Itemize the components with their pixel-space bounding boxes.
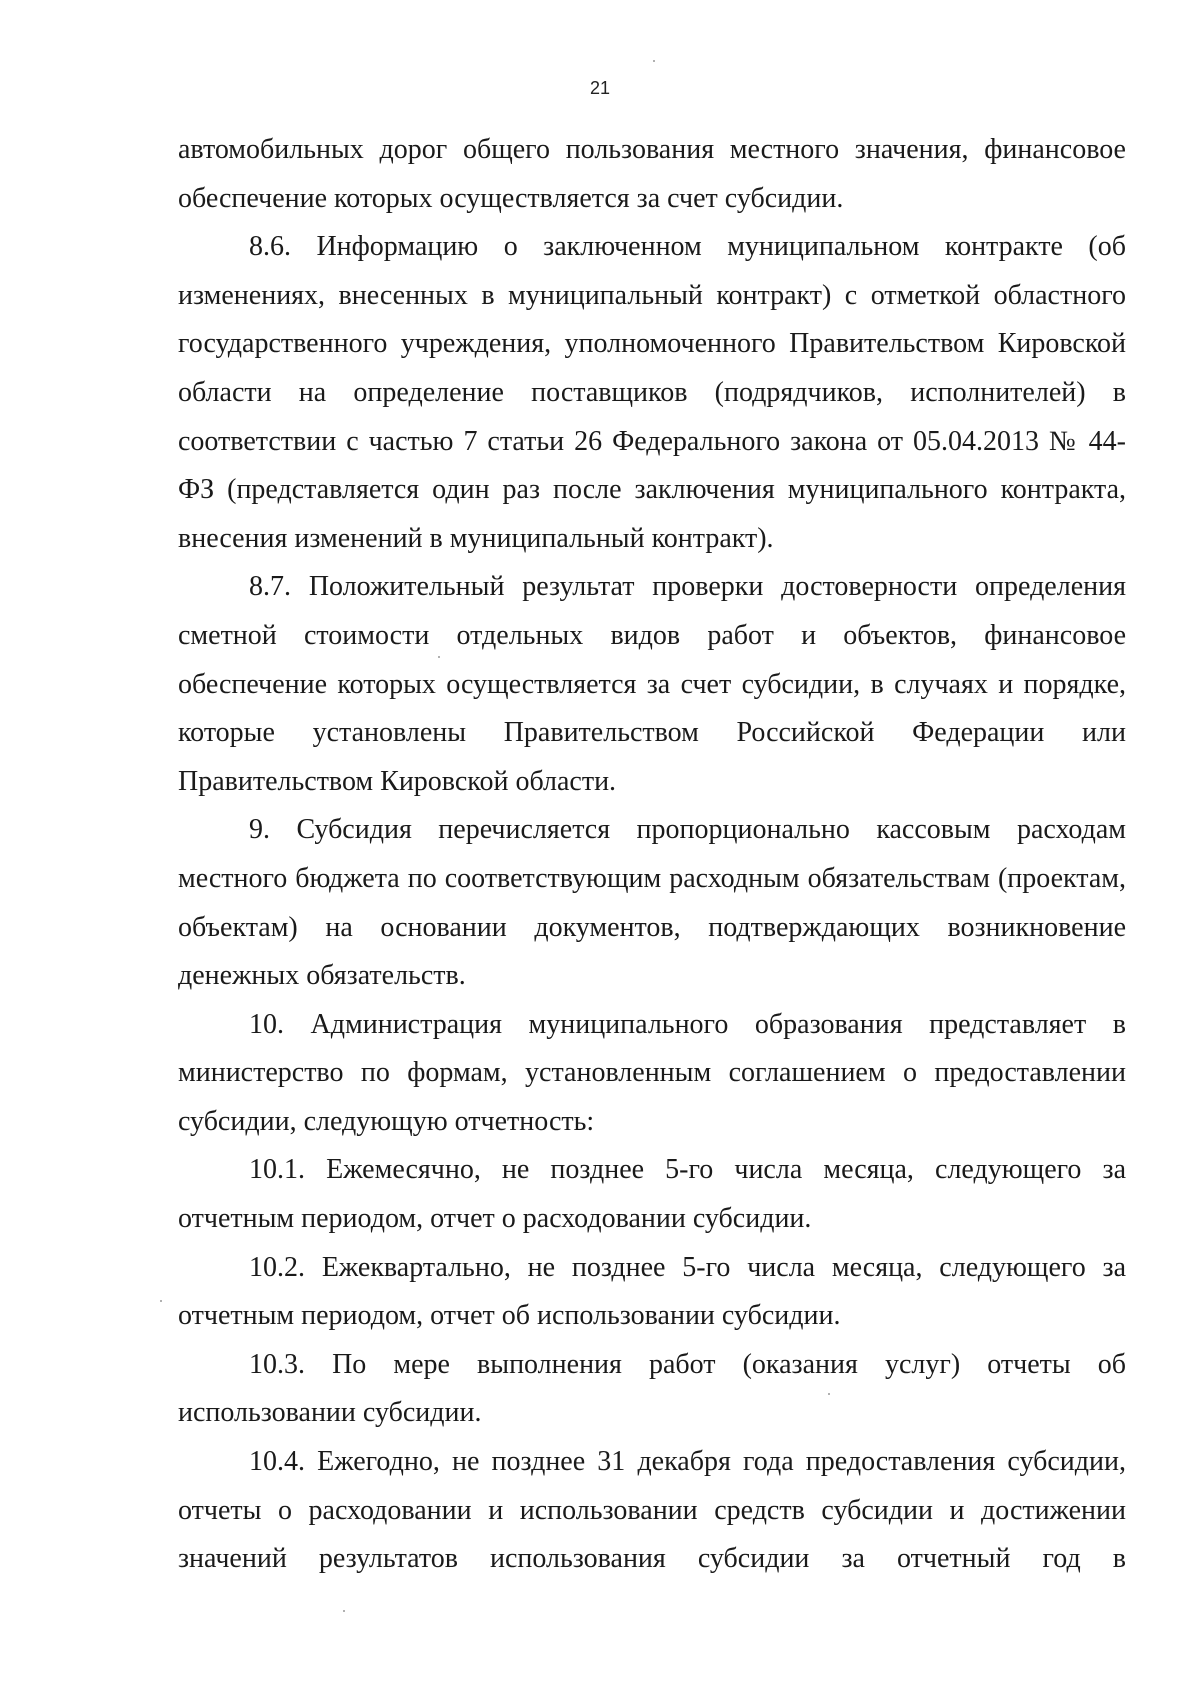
scan-speck xyxy=(438,656,440,658)
paragraph-9: 9. Субсидия перечисляется пропорционально кассовым расходам местного бюджета по соответствующим расходным обязательствам (проектам, объектам) на основании документов, подтверждающих возникновение денежных обязательств. xyxy=(178,814,1126,992)
page-number: 21 xyxy=(589,78,611,98)
paragraph-10-1: 10.1. Ежемесячно, не позднее 5-го числа месяца, следующего за отчетным периодом, отчет о расходовании субсидии. xyxy=(178,1154,1126,1235)
paragraph-10-3: 10.3. По мере выполнения работ (оказания услуг) отчеты об использовании субсидии. xyxy=(178,1348,1126,1429)
document-body xyxy=(178,126,1126,1584)
scan-speck xyxy=(160,1300,162,1302)
paragraph-10-2: 10.2. Ежеквартально, не позднее 5-го числа месяца, следующего за отчетным периодом, отчет об использовании субсидии. xyxy=(178,1251,1126,1332)
scan-speck xyxy=(653,60,655,62)
paragraph-10: 10. Администрация муниципального образования представляет в министерство по формам, установленным соглашением о предоставлении субсидии, следующую отчетность: xyxy=(178,1008,1126,1137)
paragraph-8-7: 8.7. Положительный результат проверки достоверности определения сметной стоимости отдельных видов работ и объектов, финансовое обеспечение которых осуществляется за счет субсидии, в случаях и порядке, которые установлены Правительством Российской Федерации или Правительством Кировской области. xyxy=(178,571,1126,797)
scan-speck xyxy=(343,1610,345,1612)
paragraph-8-6: 8.6. Информацию о заключенном муниципальном контракте (об изменениях, внесенных в муниципальный контракт) с отметкой областного государственного учреждения, уполномоченного Правительством Кировской области на определение поставщиков (подрядчиков, исполнителей) в соответствии с частью 7 статьи 26 Федерального закона от 05.04.2013 № 44-ФЗ (представляется один раз после заключения муниципального контракта, внесения изменений в муниципальный контракт). xyxy=(178,231,1126,554)
paragraph-continuation: автомобильных дорог общего пользования местного значения, финансовое обеспечение которых осуществляется за счет субсидии. xyxy=(178,134,1126,214)
paragraph-10-4: 10.4. Ежегодно, не позднее 31 декабря года предоставления субсидии, отчеты о расходовании и использовании средств субсидии и достижении значений результатов использования субсидии за отчетный год в xyxy=(178,1446,1126,1575)
scan-speck xyxy=(828,1393,830,1395)
